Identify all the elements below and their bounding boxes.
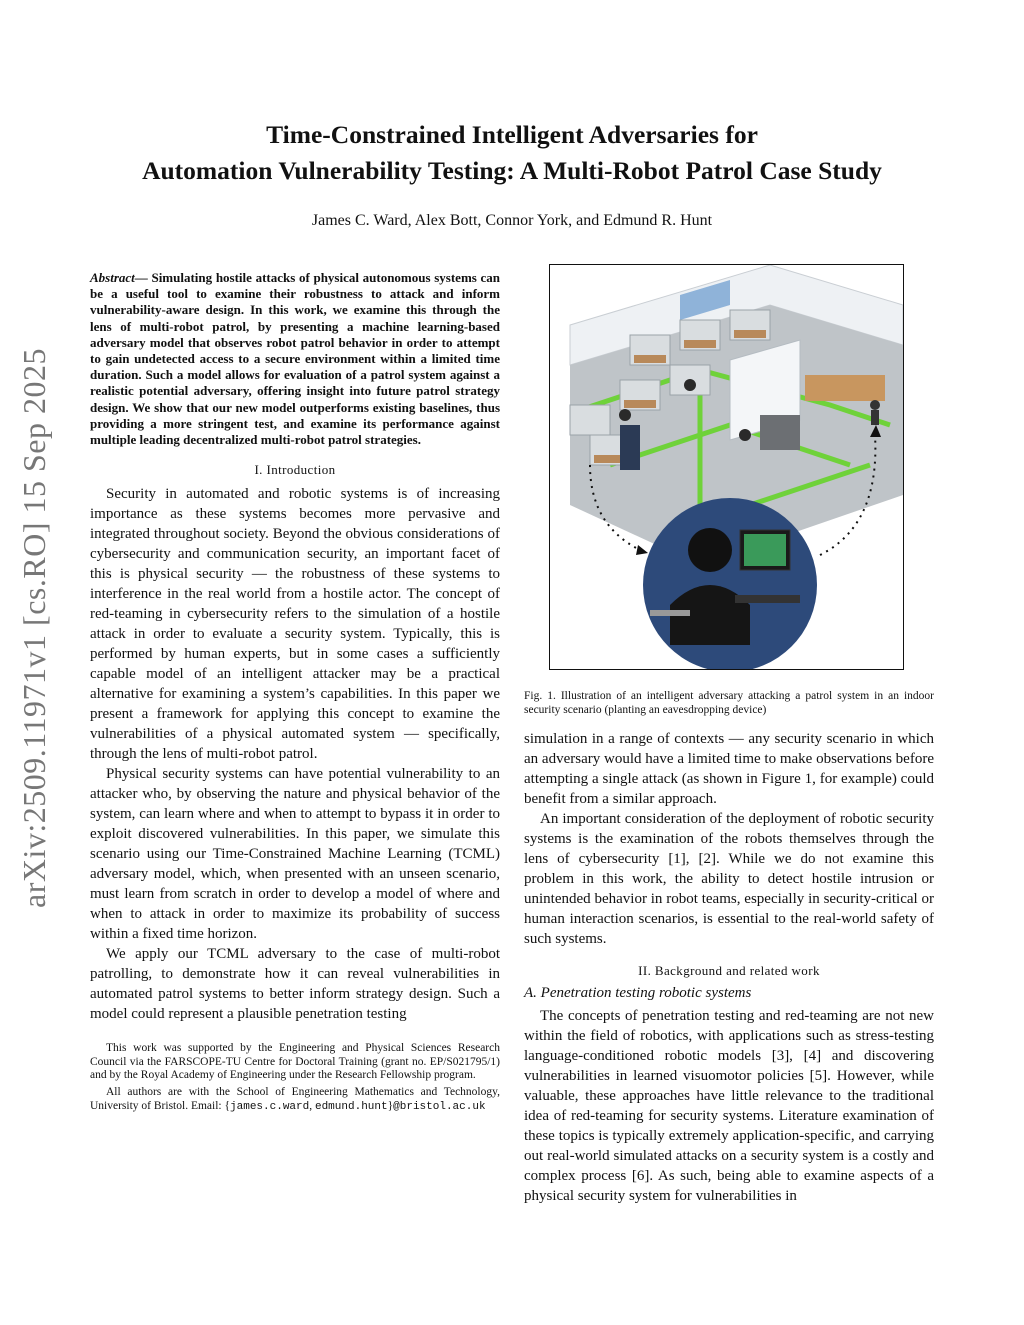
abstract-text: — Simulating hostile attacks of physical autonomous systems can be a useful tool to examine their robustness to attack and inform vulnerability-aware design. In this work, we examine this through the lens of multi-robot patrol, by presenting a machine learning-based adversary model that observes robot patrol behavior in order to attempt to gain undetected access to a secure environment within a limited time duration. Such a model allows for evaluation of a patrol system against a realistic potential adversary, offering insight into future patrol strategy design. We show that our new model outperforms existing baselines, thus providing a more stringent test, and examine its performance against multiple leading decentralized multi-robot patrol strategies. bbox=[90, 270, 500, 448]
footnote-funding: This work was supported by the Engineering and Physical Sciences Research Council via the FARSCOPE-TU Centre for Doctoral Training (grant no. EP/S021795/1) and by the Royal Academy of Engineering under the Research Fellowship program. bbox=[90, 1042, 500, 1082]
left-column bbox=[90, 270, 500, 1114]
robot-icon bbox=[684, 379, 696, 391]
figure-illustration bbox=[549, 264, 904, 670]
right-paragraph-2: An important consideration of the deployment of robotic security systems is the examination of the robots themselves through the lens of cybersecurity [1], [2]. While we do not examine this problem in this work, the ability to detect hostile intrusion or unintended behavior in robot teams, especially in security-critical or human interaction scenarios, is essential to the real-world safety of such systems. bbox=[524, 811, 934, 947]
right-column bbox=[524, 729, 934, 1206]
section-heading-introduction: I. Introduction bbox=[254, 462, 336, 478]
footnote-affiliation: All authors are with the School of Engineering Mathematics and Technology, University of Bristol. Email: {james.c.ward, edmund.hunt}@bristol.ac.uk bbox=[90, 1086, 500, 1113]
intruder-icon bbox=[870, 400, 880, 410]
footnotes bbox=[90, 1042, 500, 1114]
title-line-1: Time-Constrained Intelligent Adversaries for bbox=[266, 120, 758, 149]
arxiv-stamp: arXiv:2509.11971v1 [cs.RO] 15 Sep 2025 bbox=[16, 348, 52, 908]
background-paragraph: The concepts of penetration testing and red-teaming are not new within the field of robotics, with applications such as stress-testing language-conditioned robotic models [3], [4] and discovering vulnerabilities in learned visuomotor policies [5]. However, while valuable, these approaches have little relevance to the traditional idea of red-teaming for security systems. Literature examination of these topics is typically extremely application-specific, and carrying out real-world simulated attacks on a security system is a costly and complex process [6]. As such, being able to examine aspects of a physical security system for vulnerabilities in bbox=[524, 1008, 934, 1204]
right-paragraph-1: simulation in a range of contexts — any security scenario in which an adversary would have a limited time to make observations before attempting a single attack (as shown in Figure 1, for example) could benefit from a similar approach. bbox=[524, 731, 934, 807]
abstract-label: Abstract bbox=[90, 270, 135, 285]
paper-title bbox=[0, 117, 1024, 189]
intro-paragraph-3: We apply our TCML adversary to the case of multi-robot patrolling, to demonstrate how it can reveal vulnerabilities in automated patrol systems to better inform strategy design. Such a model could represent a plausible penetration testing bbox=[90, 946, 500, 1023]
robot-icon bbox=[619, 409, 631, 421]
author-list: James C. Ward, Alex Bott, Connor York, and Edmund R. Hunt bbox=[311, 212, 713, 229]
subsection-heading: A. Penetration testing robotic systems bbox=[524, 985, 752, 1001]
title-line-2: Automation Vulnerability Testing: A Multi-Robot Patrol Case Study bbox=[142, 156, 882, 185]
section-heading-background: II. Background and related work bbox=[638, 963, 820, 978]
email-address: james.c.ward bbox=[230, 1100, 310, 1113]
hooded-figure-icon bbox=[688, 528, 732, 572]
figure-caption: Fig. 1. Illustration of an intelligent adversary attacking a patrol system in an indoor security scenario (planting an eavesdropping device) bbox=[524, 690, 934, 716]
robot-icon bbox=[739, 429, 751, 441]
intro-paragraph-1: Security in automated and robotic systems is of increasing importance as these systems becomes more pervasive and integrated throughout society. Beyond the obvious considerations of cybersecurity and communication security, an important facet of this is physical security — the robustness of these systems to interference in the real world from a hostile actor. The concept of red-teaming in cybersecurity refers to the simulation of a hostile attack in order to evaluate a security system. Typically, this is performed by human experts, but in some cases a sufficiently capable model of an intelligent attacker may be a practical alternative for examining a system’s capabilities. In this paper we present a framework for applying this concept to examine the vulnerabilities of a physical automated system — specifically, through the lens of multi-robot patrol. bbox=[90, 486, 500, 763]
intro-paragraph-2: Physical security systems can have potential vulnerability to an attacker who, by observing the nature and physical behavior of the system, can learn where and when to attempt to bypass it in order to exploit discovered vulnerabilities. In this paper, we simulate this scenario using our Time-Constrained Machine Learning (TCML) adversary model, which, when presented with an unseen scenario, must learn from scratch in order to develop a model of where and when to attack in order to maximize its probability of success within a fixed time horizon. bbox=[90, 766, 500, 943]
abstract bbox=[90, 270, 500, 448]
office-illustration bbox=[550, 265, 903, 669]
